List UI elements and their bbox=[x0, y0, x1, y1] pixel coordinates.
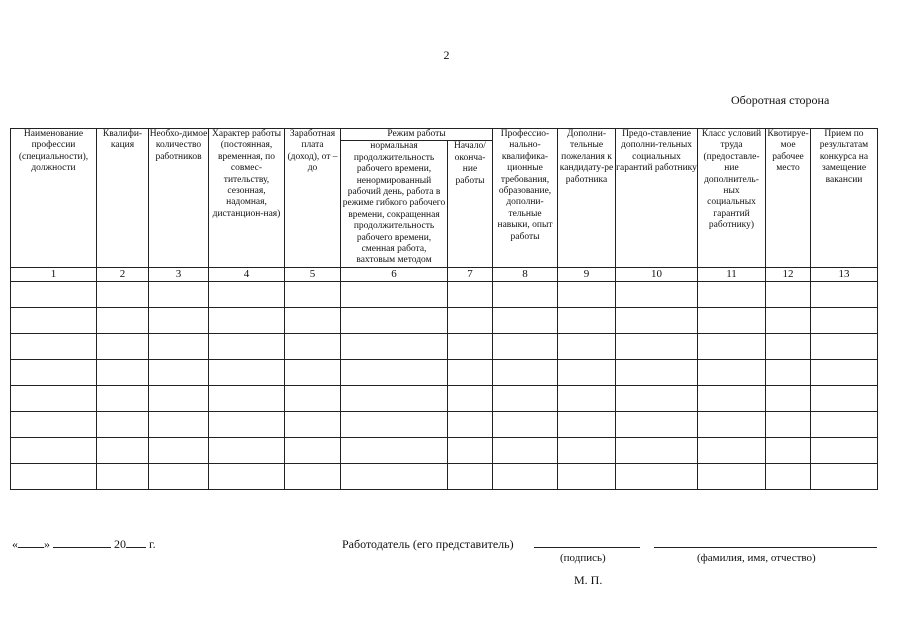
table-cell[interactable] bbox=[493, 359, 558, 385]
table-cell[interactable] bbox=[448, 411, 493, 437]
table-cell[interactable] bbox=[97, 307, 149, 333]
table-cell[interactable] bbox=[341, 437, 448, 463]
table-row bbox=[11, 281, 878, 307]
date-field bbox=[12, 537, 156, 552]
table-cell[interactable] bbox=[766, 333, 811, 359]
table-cell[interactable] bbox=[11, 307, 97, 333]
column-number: 9 bbox=[558, 267, 616, 281]
header-work-type: Характер работы (постоянная, временная, по совмес-тительству, сезонная, надомная, дистанцион-ная) bbox=[209, 129, 285, 268]
table-cell[interactable] bbox=[448, 463, 493, 489]
table-cell[interactable] bbox=[285, 411, 341, 437]
header-mode-duration: нормальная продолжительность рабочего времени, ненормированный рабочий день, работа в режиме гибкого рабочего времени, сокращенная продолжительность рабочего времени, сменная работа, вахтовым методом bbox=[341, 141, 448, 267]
table-cell[interactable] bbox=[448, 385, 493, 411]
table-cell[interactable] bbox=[558, 437, 616, 463]
header-quota: Квотируе-мое рабочее место bbox=[766, 129, 811, 268]
table-cell[interactable] bbox=[811, 281, 878, 307]
table-cell[interactable] bbox=[149, 359, 209, 385]
table-cell[interactable] bbox=[811, 411, 878, 437]
table-cell[interactable] bbox=[285, 307, 341, 333]
table-cell[interactable] bbox=[811, 437, 878, 463]
table-cell[interactable] bbox=[558, 281, 616, 307]
column-number: 5 bbox=[285, 267, 341, 281]
table-cell[interactable] bbox=[698, 307, 766, 333]
table-cell[interactable] bbox=[493, 307, 558, 333]
table-cell[interactable] bbox=[616, 437, 698, 463]
table-cell[interactable] bbox=[493, 463, 558, 489]
signature-line-wrap bbox=[534, 537, 640, 552]
table-cell[interactable] bbox=[209, 333, 285, 359]
table-cell[interactable] bbox=[341, 333, 448, 359]
table-cell[interactable] bbox=[341, 411, 448, 437]
table-cell[interactable] bbox=[811, 333, 878, 359]
table-cell[interactable] bbox=[493, 385, 558, 411]
table-cell[interactable] bbox=[11, 281, 97, 307]
table-cell[interactable] bbox=[558, 359, 616, 385]
table-cell[interactable] bbox=[209, 385, 285, 411]
table-cell[interactable] bbox=[616, 359, 698, 385]
table-cell[interactable] bbox=[616, 411, 698, 437]
table-cell[interactable] bbox=[766, 359, 811, 385]
header-conditions-class: Класс условий труда (предоставле-ние дополнитель-ных социальных гарантий работнику) bbox=[698, 129, 766, 268]
table-cell[interactable] bbox=[341, 359, 448, 385]
signature-caption: (подпись) bbox=[560, 552, 606, 564]
table-body bbox=[11, 281, 878, 489]
vacancy-table bbox=[10, 128, 878, 490]
table-cell[interactable] bbox=[209, 437, 285, 463]
table-cell[interactable] bbox=[698, 463, 766, 489]
signature-line[interactable] bbox=[534, 537, 640, 548]
table-cell[interactable] bbox=[448, 307, 493, 333]
table-cell[interactable] bbox=[285, 281, 341, 307]
header-qualification: Квалифи-кация bbox=[97, 129, 149, 268]
column-number: 8 bbox=[493, 267, 558, 281]
table-cell[interactable] bbox=[698, 385, 766, 411]
table-cell[interactable] bbox=[11, 411, 97, 437]
table-cell[interactable] bbox=[97, 385, 149, 411]
table-cell[interactable] bbox=[448, 437, 493, 463]
header-mode-start-end: Начало/оконча-ние работы bbox=[448, 141, 493, 267]
table-cell[interactable] bbox=[766, 411, 811, 437]
column-number: 3 bbox=[149, 267, 209, 281]
table-cell[interactable] bbox=[766, 437, 811, 463]
table-cell[interactable] bbox=[616, 307, 698, 333]
table-cell[interactable] bbox=[285, 437, 341, 463]
table-cell[interactable] bbox=[493, 333, 558, 359]
table-row bbox=[11, 359, 878, 385]
table-cell[interactable] bbox=[11, 385, 97, 411]
table-cell[interactable] bbox=[766, 463, 811, 489]
table-cell[interactable] bbox=[493, 437, 558, 463]
table-cell[interactable] bbox=[209, 463, 285, 489]
column-number: 11 bbox=[698, 267, 766, 281]
table-cell[interactable] bbox=[448, 333, 493, 359]
table-cell[interactable] bbox=[285, 359, 341, 385]
table-cell[interactable] bbox=[97, 333, 149, 359]
table-cell[interactable] bbox=[149, 307, 209, 333]
table-cell[interactable] bbox=[11, 463, 97, 489]
side-label: Оборотная сторона bbox=[731, 93, 830, 107]
year-prefix: 20 bbox=[114, 537, 126, 551]
table-cell[interactable] bbox=[698, 333, 766, 359]
table-cell[interactable] bbox=[341, 307, 448, 333]
day-blank[interactable] bbox=[18, 537, 44, 548]
month-blank[interactable] bbox=[53, 537, 111, 548]
table-cell[interactable] bbox=[149, 281, 209, 307]
table-cell[interactable] bbox=[97, 463, 149, 489]
name-line[interactable] bbox=[654, 537, 877, 548]
table-cell[interactable] bbox=[341, 385, 448, 411]
column-numbers-row bbox=[11, 267, 878, 281]
table-cell[interactable] bbox=[766, 385, 811, 411]
table-cell[interactable] bbox=[97, 437, 149, 463]
table-cell[interactable] bbox=[209, 281, 285, 307]
header-wishes: Дополни-тельные пожелания к кандидату-ре работника bbox=[558, 129, 616, 268]
header-requirements: Профессио-нально-квалифика-ционные требования, образование, дополни-тельные навыки, опыт работы bbox=[493, 129, 558, 268]
column-number: 1 bbox=[11, 267, 97, 281]
date-close-quote: » bbox=[44, 537, 50, 551]
table-cell[interactable] bbox=[811, 359, 878, 385]
table-cell[interactable] bbox=[97, 281, 149, 307]
table-cell[interactable] bbox=[341, 281, 448, 307]
name-line-wrap bbox=[654, 537, 877, 552]
table-cell[interactable] bbox=[558, 385, 616, 411]
table-cell[interactable] bbox=[285, 463, 341, 489]
table-cell[interactable] bbox=[616, 281, 698, 307]
table-row bbox=[11, 333, 878, 359]
table-cell[interactable] bbox=[11, 359, 97, 385]
table-cell[interactable] bbox=[493, 281, 558, 307]
header-profession: Наименование профессии (специальности), должности bbox=[11, 129, 97, 268]
seal-mark: М. П. bbox=[574, 573, 603, 587]
name-caption: (фамилия, имя, отчество) bbox=[697, 552, 816, 564]
column-number: 12 bbox=[766, 267, 811, 281]
table-cell[interactable] bbox=[698, 281, 766, 307]
table-cell[interactable] bbox=[209, 411, 285, 437]
table-row bbox=[11, 385, 878, 411]
column-number: 6 bbox=[341, 267, 448, 281]
column-number: 2 bbox=[97, 267, 149, 281]
year-suffix: г. bbox=[149, 537, 156, 551]
table-cell[interactable] bbox=[766, 307, 811, 333]
table-cell[interactable] bbox=[11, 333, 97, 359]
date-open-quote: « bbox=[12, 537, 18, 551]
table-cell[interactable] bbox=[11, 437, 97, 463]
table-cell[interactable] bbox=[698, 411, 766, 437]
table-cell[interactable] bbox=[558, 307, 616, 333]
table-cell[interactable] bbox=[448, 359, 493, 385]
header-work-mode: Режим работы bbox=[341, 129, 493, 141]
table-cell[interactable] bbox=[698, 359, 766, 385]
table-row bbox=[11, 411, 878, 437]
table-cell[interactable] bbox=[448, 281, 493, 307]
table-cell[interactable] bbox=[616, 463, 698, 489]
table-cell[interactable] bbox=[209, 307, 285, 333]
year-blank[interactable] bbox=[126, 537, 146, 548]
table-cell[interactable] bbox=[285, 385, 341, 411]
table-cell[interactable] bbox=[493, 411, 558, 437]
header-guarantees: Предо-ставление дополни-тельных социальных гарантий работнику bbox=[616, 129, 698, 268]
column-number: 13 bbox=[811, 267, 878, 281]
table-cell[interactable] bbox=[341, 463, 448, 489]
column-number: 10 bbox=[616, 267, 698, 281]
table-cell[interactable] bbox=[811, 463, 878, 489]
table-cell[interactable] bbox=[558, 411, 616, 437]
header-workers-count: Необхо-димое количество работников bbox=[149, 129, 209, 268]
table-cell[interactable] bbox=[698, 437, 766, 463]
table-cell[interactable] bbox=[97, 359, 149, 385]
page-number: 2 bbox=[443, 48, 450, 62]
table-cell[interactable] bbox=[97, 411, 149, 437]
table-row bbox=[11, 437, 878, 463]
table-cell[interactable] bbox=[616, 333, 698, 359]
table-cell[interactable] bbox=[149, 463, 209, 489]
table-cell[interactable] bbox=[209, 359, 285, 385]
column-number: 4 bbox=[209, 267, 285, 281]
table-row bbox=[11, 463, 878, 489]
table-cell[interactable] bbox=[149, 385, 209, 411]
table-cell[interactable] bbox=[285, 333, 341, 359]
header-competition: Прием по результатам конкурса на замещение вакансии bbox=[811, 129, 878, 268]
table-cell[interactable] bbox=[766, 281, 811, 307]
table-cell[interactable] bbox=[149, 437, 209, 463]
table-cell[interactable] bbox=[811, 307, 878, 333]
table-cell[interactable] bbox=[616, 385, 698, 411]
table-cell[interactable] bbox=[149, 333, 209, 359]
table-cell[interactable] bbox=[558, 333, 616, 359]
table-cell[interactable] bbox=[149, 411, 209, 437]
table-cell[interactable] bbox=[558, 463, 616, 489]
column-number: 7 bbox=[448, 267, 493, 281]
table-row bbox=[11, 307, 878, 333]
table-cell[interactable] bbox=[811, 385, 878, 411]
header-salary: Заработная плата (доход), от – до bbox=[285, 129, 341, 268]
employer-label: Работодатель (его представитель) bbox=[342, 537, 514, 551]
